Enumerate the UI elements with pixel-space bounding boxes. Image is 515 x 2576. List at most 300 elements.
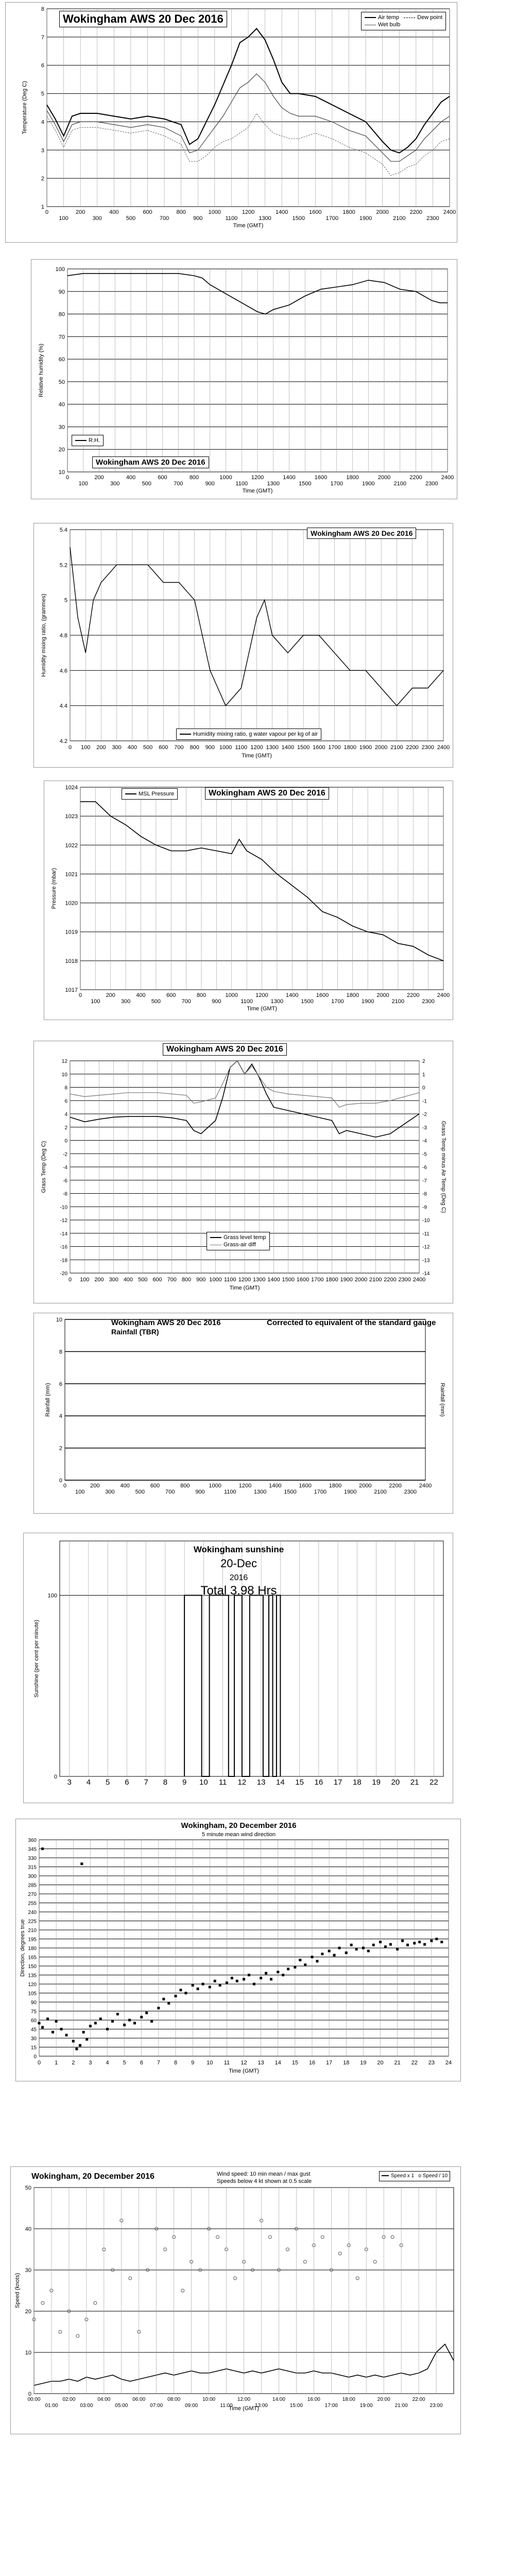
x-tick-label: 2400 xyxy=(419,1483,432,1489)
x-tick-label: 2200 xyxy=(409,209,423,215)
y-tick-label: 15 xyxy=(30,2045,37,2051)
y-tick-label: 20 xyxy=(25,2309,31,2315)
humidity-chart-title: Wokingham AWS 20 Dec 2016 xyxy=(92,456,209,468)
data-point xyxy=(265,1972,267,1975)
y-tick-label: 10 xyxy=(61,1072,67,1078)
y2-tick-label: -12 xyxy=(422,1244,430,1250)
x-tick-label: 700 xyxy=(165,1489,175,1495)
wind-speed-chart-title: Wokingham, 20 December 2016 xyxy=(31,2172,154,2181)
x-tick-label: 400 xyxy=(120,1483,130,1489)
x-tick-label: 1200 xyxy=(238,1277,251,1283)
x-tick-label: 1100 xyxy=(224,1489,236,1495)
y-tick-label: 4.8 xyxy=(59,633,67,639)
x-tick-label: 1700 xyxy=(314,1489,327,1495)
x-tick-label: 19 xyxy=(372,1778,381,1787)
x-tick-label: 200 xyxy=(75,209,85,215)
data-point xyxy=(128,2019,131,2022)
x-tick-label: 1400 xyxy=(275,209,288,215)
y-tick-label: 3 xyxy=(41,147,44,154)
x-tick-label: 500 xyxy=(135,1489,145,1495)
y-tick-label: 4 xyxy=(41,119,44,126)
x-tick-label: 21 xyxy=(394,2060,401,2066)
x-tick-label: 8 xyxy=(174,2060,178,2066)
x-tick-label: 2400 xyxy=(437,744,450,751)
x-tick-label: 20:00 xyxy=(377,2397,390,2402)
x-tick-label: 0 xyxy=(65,474,70,481)
data-point xyxy=(406,1944,409,1946)
data-point xyxy=(328,1950,331,1952)
x-tick-label: 2200 xyxy=(407,992,420,998)
rainfall-chart-title: Wokingham AWS 20 Dec 2016 xyxy=(111,1318,221,1327)
x-tick-label: 1800 xyxy=(325,1277,338,1283)
x-tick-label: 17 xyxy=(326,2060,333,2066)
y-tick-label: 50 xyxy=(58,379,65,385)
y2-tick-label: -7 xyxy=(422,1178,427,1184)
rainfall-chart-subtitle: Rainfall (TBR) xyxy=(111,1328,159,1336)
data-point xyxy=(236,1980,238,1982)
data-point xyxy=(167,2002,170,2005)
y-tick-label: 1017 xyxy=(65,987,78,993)
y-tick-label: -18 xyxy=(60,1258,67,1264)
x-tick-label: 17 xyxy=(333,1778,342,1787)
data-point xyxy=(418,1941,421,1943)
rainfall-chart xyxy=(34,1313,454,1514)
data-point xyxy=(150,2020,153,2023)
x-tick-label: 24 xyxy=(445,2060,452,2066)
x-tick-label: 1700 xyxy=(331,998,344,1005)
y-tick-label: 0 xyxy=(33,2054,37,2060)
y2-tick-label: 2 xyxy=(422,1059,425,1064)
x-tick-label: 13:00 xyxy=(254,2403,268,2409)
x-tick-label: 2200 xyxy=(389,1483,402,1489)
x-axis-label: Time (GMT) xyxy=(247,1006,277,1012)
data-point xyxy=(116,2013,119,2015)
pressure-legend: MSL Pressure xyxy=(122,788,178,800)
x-tick-label: 19 xyxy=(360,2060,367,2066)
x-tick-label: 12 xyxy=(241,2060,247,2066)
data-point xyxy=(321,1953,323,1955)
x-tick-label: 1600 xyxy=(313,744,325,751)
y-tick-label: 2 xyxy=(64,1125,67,1131)
data-point xyxy=(209,1986,211,1988)
legend-item-wet-bulb: Wet bulb xyxy=(365,21,442,28)
x-tick-label: 800 xyxy=(180,1483,190,1489)
y2-tick-label: -13 xyxy=(422,1258,430,1264)
x-axis-label: Time (GMT) xyxy=(229,2068,259,2074)
x-tick-label: 2100 xyxy=(369,1277,382,1283)
x-tick-label: 1100 xyxy=(235,744,248,751)
x-axis-label: Time (GMT) xyxy=(229,1285,260,1291)
data-point xyxy=(362,1947,365,1950)
y2-tick-label: -1 xyxy=(422,1098,427,1105)
x-tick-label: 100 xyxy=(59,215,68,222)
x-tick-label: 1300 xyxy=(267,481,280,487)
data-point xyxy=(270,1978,272,1980)
y-tick-label: 20 xyxy=(58,447,65,453)
x-tick-label: 1600 xyxy=(314,474,328,481)
y-axis-label: Temperature (Deg C) xyxy=(22,81,28,134)
data-point xyxy=(401,1940,404,1942)
data-point xyxy=(99,2018,102,2020)
data-point xyxy=(214,1980,216,1982)
data-point xyxy=(277,1971,279,1973)
x-tick-label: 1800 xyxy=(342,209,355,215)
x-tick-label: 1700 xyxy=(325,215,339,222)
y-tick-label: 225 xyxy=(28,1919,37,1925)
x-tick-label: 16 xyxy=(314,1778,323,1787)
y-tick-label: -8 xyxy=(63,1191,67,1197)
x-tick-label: 800 xyxy=(176,209,186,215)
x-tick-label: 3 xyxy=(89,2060,92,2066)
y-axis-label: Direction, degrees true xyxy=(20,1919,26,1977)
data-point xyxy=(423,1943,426,1946)
y-tick-label: 1023 xyxy=(65,814,78,820)
x-tick-label: 1 xyxy=(55,2060,58,2066)
x-tick-label: 2200 xyxy=(406,744,419,751)
y-tick-label: 8 xyxy=(64,1085,67,1091)
rainfall-correction-note: Corrected to equivalent of the standard gauge xyxy=(267,1318,436,1327)
y-tick-label: 345 xyxy=(28,1846,37,1853)
y-tick-label: 2 xyxy=(59,1445,62,1452)
x-tick-label: 4 xyxy=(106,2060,109,2066)
data-point xyxy=(367,1950,370,1952)
data-point xyxy=(52,2031,54,2033)
grass-temp-chart-title: Wokingham AWS 20 Dec 2016 xyxy=(163,1043,287,1056)
sunshine-chart-panel xyxy=(23,1533,453,1803)
data-point xyxy=(260,1977,262,1979)
data-point xyxy=(65,2034,68,2037)
y-tick-label: 4 xyxy=(59,1413,62,1420)
y-tick-label: 45 xyxy=(30,2027,37,2033)
data-point xyxy=(140,2016,143,2019)
y-tick-label: 210 xyxy=(28,1928,37,1934)
x-tick-label: 7 xyxy=(157,2060,160,2066)
x-tick-label: 06:00 xyxy=(132,2397,146,2402)
x-tick-label: 1900 xyxy=(344,1489,357,1495)
data-point xyxy=(389,1943,392,1946)
x-tick-label: 18 xyxy=(353,1778,362,1787)
x-tick-label: 100 xyxy=(80,1277,90,1283)
x-tick-label: 6 xyxy=(140,2060,143,2066)
data-point xyxy=(192,1984,194,1987)
x-tick-label: 2000 xyxy=(377,474,391,481)
x-tick-label: 800 xyxy=(189,474,199,481)
x-tick-label: 14:00 xyxy=(272,2397,285,2402)
y-tick-label: 1021 xyxy=(65,871,78,878)
y2-tick-label: -11 xyxy=(422,1231,430,1237)
y2-tick-label: -8 xyxy=(422,1191,427,1197)
y-tick-label: -16 xyxy=(60,1244,67,1250)
x-tick-label: 500 xyxy=(142,481,151,487)
y-tick-label: 255 xyxy=(28,1901,37,1907)
rainfall-chart-panel xyxy=(33,1313,453,1514)
x-tick-label: 800 xyxy=(190,744,199,751)
pressure-chart-title: Wokingham AWS 20 Dec 2016 xyxy=(205,787,329,800)
x-tick-label: 600 xyxy=(159,744,168,751)
x-tick-label: 22:00 xyxy=(412,2397,425,2402)
y-axis-label: Rainfall (mm) xyxy=(45,1383,51,1417)
x-tick-label: 2000 xyxy=(374,744,388,751)
x-tick-label: 1800 xyxy=(344,744,356,751)
y-tick-label: 12 xyxy=(61,1059,67,1064)
x-tick-label: 1600 xyxy=(309,209,322,215)
data-point xyxy=(299,1959,301,1961)
x-tick-label: 3 xyxy=(67,1778,72,1787)
data-point xyxy=(372,1944,375,1946)
x-tick-label: 200 xyxy=(96,744,106,751)
x-tick-label: 1300 xyxy=(270,998,284,1005)
x-tick-label: 1200 xyxy=(242,209,255,215)
x-tick-label: 1500 xyxy=(284,1489,297,1495)
x-tick-label: 17:00 xyxy=(324,2403,338,2409)
y-tick-label: 60 xyxy=(58,357,65,363)
data-point xyxy=(384,1945,387,1948)
x-tick-label: 1700 xyxy=(330,481,343,487)
y-tick-label: 195 xyxy=(28,1937,37,1943)
temperature-chart-title: Wokingham AWS 20 Dec 2016 xyxy=(59,11,227,27)
data-point xyxy=(175,1995,177,1997)
y-tick-label: 30 xyxy=(30,2036,37,2042)
x-tick-label: 2000 xyxy=(376,209,389,215)
x-tick-label: 2000 xyxy=(354,1277,368,1283)
y2-tick-label: -5 xyxy=(422,1151,427,1158)
x-tick-label: 1000 xyxy=(219,744,232,751)
data-point xyxy=(311,1956,314,1958)
x-tick-label: 23 xyxy=(428,2060,435,2066)
x-tick-label: 2300 xyxy=(404,1489,417,1495)
x-tick-label: 300 xyxy=(105,1489,115,1495)
x-tick-label: 03:00 xyxy=(80,2403,93,2409)
wind-direction-chart-panel xyxy=(15,1819,461,2081)
x-tick-label: 2400 xyxy=(443,209,456,215)
x-tick-label: 400 xyxy=(109,209,119,215)
x-axis-label: Time (GMT) xyxy=(242,488,273,494)
x-tick-label: 800 xyxy=(181,1277,192,1283)
y-tick-label: -2 xyxy=(63,1151,67,1158)
x-tick-label: 1900 xyxy=(361,998,374,1005)
humidity-legend: R.H. xyxy=(72,435,104,446)
x-tick-label: 04:00 xyxy=(97,2397,111,2402)
y-tick-label: 0 xyxy=(59,1478,62,1484)
x-tick-label: 1400 xyxy=(286,992,299,998)
y-tick-label: -20 xyxy=(60,1271,67,1277)
pressure-chart xyxy=(44,781,454,1021)
x-tick-label: 900 xyxy=(212,998,221,1005)
wind-speed-legend: Speed x 1 o Speed / 10 xyxy=(379,2171,450,2181)
x-tick-label: 07:00 xyxy=(150,2403,163,2409)
y2-tick-label: -4 xyxy=(422,1138,427,1144)
x-tick-label: 1100 xyxy=(235,481,248,487)
x-tick-label: 800 xyxy=(196,992,207,998)
y-axis-label: Speed (knots) xyxy=(14,2273,21,2309)
y-tick-label: 100 xyxy=(47,1592,57,1599)
data-point xyxy=(219,1984,221,1987)
data-point xyxy=(294,1966,296,1969)
x-tick-label: 00:00 xyxy=(27,2397,41,2402)
y2-tick-label: -14 xyxy=(422,1271,430,1277)
grass-temp-legend xyxy=(207,1232,270,1250)
data-point xyxy=(157,2007,160,2009)
wind-speed-chart-subtitle2: Speeds below 4 kt shown at 0.5 scale xyxy=(217,2178,312,2184)
data-point xyxy=(440,1941,443,1943)
legend-item-grass-air-diff: Grass-air diff xyxy=(210,1241,266,1248)
x-tick-label: 08:00 xyxy=(167,2397,181,2402)
data-point xyxy=(41,1848,44,1850)
y-tick-label: 70 xyxy=(58,334,65,341)
data-point xyxy=(435,1938,438,1940)
data-point xyxy=(145,2012,148,2014)
mixing-ratio-chart-title: Wokingham AWS 20 Dec 2016 xyxy=(307,528,416,539)
x-tick-label: 09:00 xyxy=(185,2403,198,2409)
y-tick-label: 7 xyxy=(41,34,44,41)
data-point xyxy=(111,2020,114,2023)
y-tick-label: 0 xyxy=(28,2391,31,2397)
x-tick-label: 1400 xyxy=(267,1277,280,1283)
x-tick-label: 1000 xyxy=(209,1483,221,1489)
y-tick-label: 5 xyxy=(41,91,44,97)
x-tick-label: 1900 xyxy=(340,1277,353,1283)
x-tick-label: 2100 xyxy=(390,744,403,751)
y-tick-label: 5 xyxy=(64,597,67,604)
data-point xyxy=(80,1862,83,1865)
y-tick-label: 4 xyxy=(64,1112,67,1117)
y-tick-label: 330 xyxy=(28,1856,37,1861)
x-tick-label: 12 xyxy=(237,1778,247,1787)
x-tick-label: 600 xyxy=(150,1483,160,1489)
y-tick-label: 165 xyxy=(28,1955,37,1961)
x-tick-label: 2400 xyxy=(441,474,454,481)
x-tick-label: 2100 xyxy=(391,998,405,1005)
y-tick-label: 270 xyxy=(28,1892,37,1897)
x-tick-label: 600 xyxy=(152,1277,162,1283)
x-tick-label: 10:00 xyxy=(202,2397,216,2402)
x-tick-label: 5 xyxy=(105,1778,110,1787)
y-axis-label: Sunshine (per cent per minute) xyxy=(33,1619,40,1698)
x-tick-label: 0 xyxy=(63,1483,67,1489)
x-tick-label: 500 xyxy=(138,1277,148,1283)
y-tick-label: 40 xyxy=(25,2226,31,2232)
x-tick-label: 100 xyxy=(75,1489,85,1495)
x-tick-label: 200 xyxy=(106,992,115,998)
x-tick-label: 02:00 xyxy=(62,2397,76,2402)
y2-tick-label: 1 xyxy=(422,1072,425,1078)
data-point xyxy=(430,1940,433,1942)
wind-speed-chart-subtitle: Wind speed: 10 min mean / max gust xyxy=(217,2171,311,2177)
y-tick-label: 4.2 xyxy=(59,738,67,744)
x-tick-label: 1300 xyxy=(253,1489,267,1495)
y-tick-label: 50 xyxy=(25,2185,31,2191)
x-axis-label: Time (GMT) xyxy=(233,223,264,229)
x-tick-label: 400 xyxy=(127,744,138,751)
x-tick-label: 1000 xyxy=(225,992,238,998)
x-tick-label: 100 xyxy=(91,998,100,1005)
x-tick-label: 1900 xyxy=(359,215,372,222)
x-tick-label: 700 xyxy=(174,744,184,751)
x-tick-label: 1200 xyxy=(255,992,268,998)
mixing-ratio-chart-panel xyxy=(33,523,453,768)
data-point xyxy=(179,1989,182,1991)
x-tick-label: 2100 xyxy=(374,1489,387,1495)
x-tick-label: 5 xyxy=(123,2060,126,2066)
x-tick-label: 0 xyxy=(45,209,49,215)
x-tick-label: 300 xyxy=(109,1277,118,1283)
data-point xyxy=(85,2038,88,2041)
x-tick-label: 1000 xyxy=(219,474,232,481)
x-tick-label: 2400 xyxy=(437,992,450,998)
x-tick-label: 1200 xyxy=(251,474,264,481)
x-tick-label: 1800 xyxy=(329,1483,342,1489)
x-tick-label: 1500 xyxy=(301,998,314,1005)
y-tick-label: 360 xyxy=(28,1838,37,1843)
x-tick-label: 1300 xyxy=(253,1277,266,1283)
x-tick-label: 2300 xyxy=(425,481,438,487)
x-tick-label: 15 xyxy=(295,1778,304,1787)
y-tick-label: 2 xyxy=(41,176,44,182)
x-tick-label: 18 xyxy=(343,2060,350,2066)
data-point xyxy=(287,1968,289,1970)
wind-speed-chart xyxy=(11,2167,461,2435)
y-tick-label: 120 xyxy=(28,1982,37,1988)
data-point xyxy=(72,2040,75,2042)
x-tick-label: 1000 xyxy=(208,209,221,215)
x-tick-label: 9 xyxy=(191,2060,195,2066)
x-tick-label: 14 xyxy=(276,1778,285,1787)
temperature-chart xyxy=(6,3,458,243)
x-tick-label: 21 xyxy=(410,1778,419,1787)
x-tick-label: 2400 xyxy=(413,1277,426,1283)
x-tick-label: 1100 xyxy=(225,215,238,222)
x-tick-label: 16:00 xyxy=(307,2397,320,2402)
x-tick-label: 1400 xyxy=(283,474,296,481)
x-tick-label: 23:00 xyxy=(430,2403,443,2409)
x-tick-label: 300 xyxy=(121,998,131,1005)
x-tick-label: 1700 xyxy=(328,744,341,751)
y-tick-label: 1018 xyxy=(65,958,78,964)
x-tick-label: 1400 xyxy=(281,744,295,751)
x-tick-label: 1700 xyxy=(311,1277,324,1283)
data-point xyxy=(333,1954,336,1957)
data-point xyxy=(350,1944,353,1946)
x-tick-label: 500 xyxy=(143,744,153,751)
data-point xyxy=(197,1988,199,1990)
x-tick-label: 13 xyxy=(256,1778,266,1787)
x-tick-label: 400 xyxy=(126,474,136,481)
y-tick-label: 0 xyxy=(64,1138,67,1144)
data-point xyxy=(282,1974,284,1976)
data-point xyxy=(94,2022,97,2024)
y-tick-label: 105 xyxy=(28,1991,37,1997)
x-tick-label: 900 xyxy=(205,481,215,487)
y-tick-label: 6 xyxy=(59,1381,62,1387)
x-tick-label: 900 xyxy=(196,1277,206,1283)
plot-area xyxy=(65,1319,425,1480)
x-tick-label: 700 xyxy=(174,481,183,487)
temperature-chart-panel xyxy=(5,2,457,243)
x-tick-label: 1600 xyxy=(296,1277,310,1283)
x-tick-label: 1900 xyxy=(359,744,372,751)
data-point xyxy=(304,1963,306,1966)
data-point xyxy=(243,1978,245,1980)
x-tick-label: 1400 xyxy=(269,1483,282,1489)
x-tick-label: 05:00 xyxy=(115,2403,128,2409)
x-tick-label: 01:00 xyxy=(45,2403,58,2409)
x-tick-label: 6 xyxy=(125,1778,129,1787)
x-tick-label: 2100 xyxy=(393,481,406,487)
data-point xyxy=(162,1998,165,2001)
x-tick-label: 0 xyxy=(68,744,72,751)
sunshine-chart-title: Wokingham sunshine 20-Dec 2016 Total 3.98 Hrs xyxy=(193,1545,284,1598)
y-tick-label: 0 xyxy=(54,1774,57,1780)
